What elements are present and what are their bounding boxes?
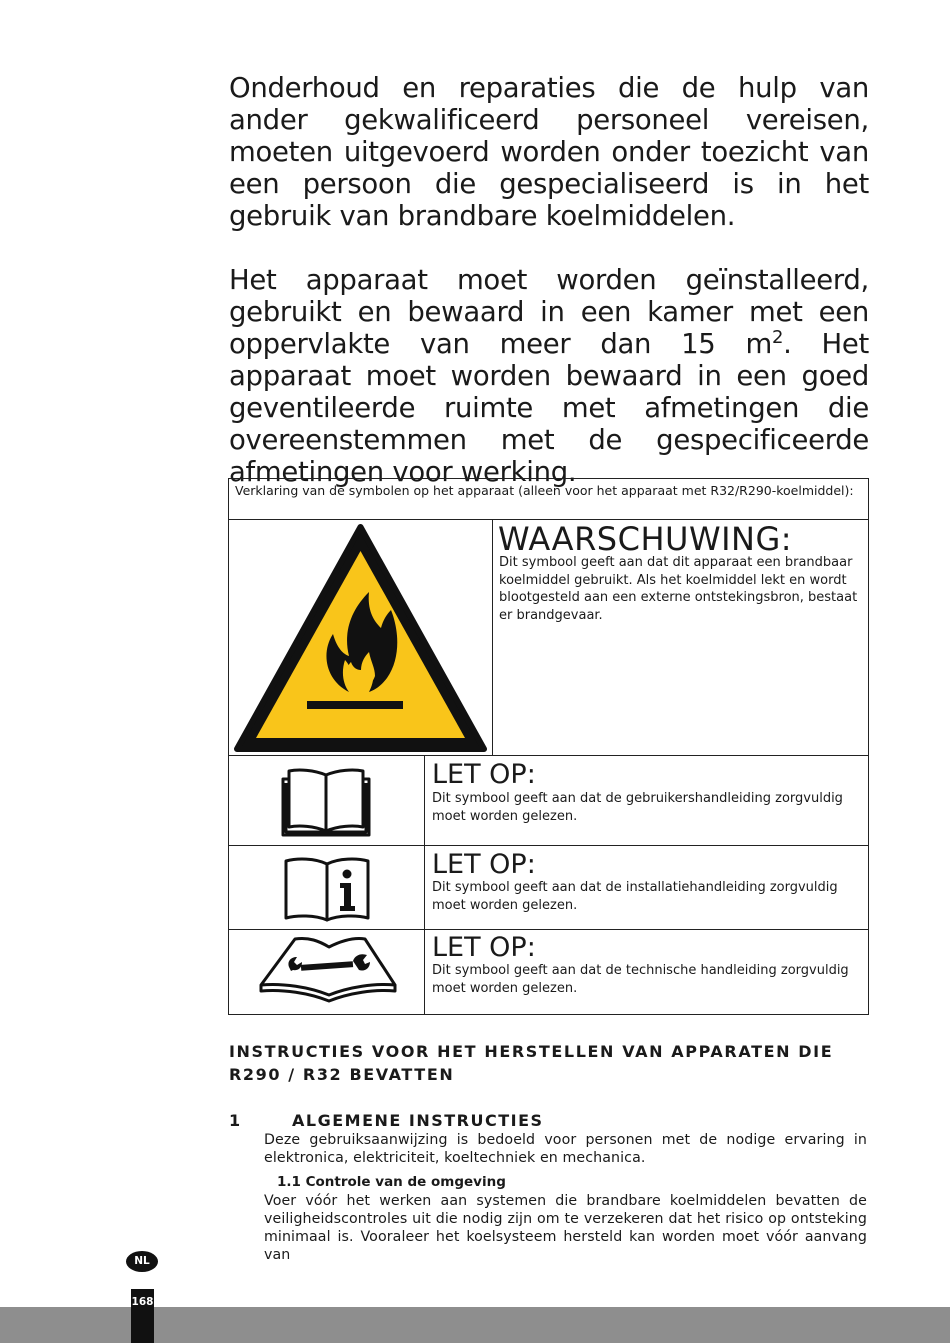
subsection-text: Voer vóór het werken aan systemen die brandbare koelmiddelen bevatten de veiligheidscontroles uit die nodig zijn om te verzekeren dat het risico op ontsteking minimaal is. Vooraleer het koelsysteem hersteld kan worden moet vóór aanvang van <box>264 1193 867 1263</box>
intro-paragraph-2 <box>229 264 869 488</box>
note-title-3: LET OP: <box>432 932 536 963</box>
table-divider <box>229 755 868 756</box>
page-number: 168 <box>131 1289 154 1343</box>
subsection-heading: 1.1 Controle van de omgeving <box>277 1174 506 1190</box>
note-title-2: LET OP: <box>432 849 536 880</box>
warning-text: Dit symbool geeft aan dat dit apparaat een brandbaar koelmiddel gebruikt. Als het koelmiddel lekt en wordt blootgesteld aan een externe ontstekingsbron, bestaat er brandgevaar. <box>499 555 858 623</box>
open-manual-icon <box>281 765 371 837</box>
symbols-table <box>228 478 869 1015</box>
intro-paragraph-2-continued: . Het apparaat moet worden bewaard in een goed geventileerde ruimte met afmetingen die overeenstemmen met de gespecificeerde afmetingen voor werking. <box>229 328 869 488</box>
table-divider <box>424 755 425 1015</box>
intro-paragraph-2-text: Het apparaat moet worden geïnstalleerd, gebruikt en bewaard in een kamer met een oppervlakte van meer dan 15 m <box>229 264 869 360</box>
section-heading: INSTRUCTIES VOOR HET HERSTELLEN VAN APPARATEN DIE R290 / R32 BEVATTEN <box>229 1042 834 1084</box>
table-caption: Verklaring van de symbolen op het apparaat (alleen voor het apparaat met R32/R290-koelmiddel): <box>235 483 854 498</box>
flammable-warning-triangle-icon <box>229 520 492 755</box>
table-divider <box>229 929 868 930</box>
chapter-title: ALGEMENE INSTRUCTIES <box>292 1111 544 1130</box>
warning-title: WAARSCHUWING: <box>498 520 793 558</box>
chapter-number: 1 <box>229 1111 242 1130</box>
language-badge: NL <box>126 1251 158 1272</box>
table-divider <box>229 845 868 846</box>
intro-paragraph-1: Onderhoud en reparaties die de hulp van ander gekwalificeerd personeel vereisen, moeten uitgevoerd worden onder toezicht van een persoon die gespecialiseerd is in het gebruik van brandbare koelmiddelen. <box>229 72 869 232</box>
note-title-1: LET OP: <box>432 759 536 790</box>
note-text-1: Dit symbool geeft aan dat de gebruikershandleiding zorgvuldig moet worden gelezen. <box>432 791 843 824</box>
chapter-text: Deze gebruiksaanwijzing is bedoeld voor personen met de nodige ervaring in elektronica, elektriciteit, koeltechniek en mechanica. <box>264 1132 867 1166</box>
wrench-manual-icon <box>257 933 399 1007</box>
note-text-2: Dit symbool geeft aan dat de installatiehandleiding zorgvuldig moet worden gelezen. <box>432 880 838 913</box>
info-manual-icon <box>283 856 371 922</box>
note-text-3: Dit symbool geeft aan dat de technische handleiding zorgvuldig moet worden gelezen. <box>432 963 849 996</box>
table-divider <box>492 519 493 755</box>
superscript-two: 2 <box>771 327 784 348</box>
